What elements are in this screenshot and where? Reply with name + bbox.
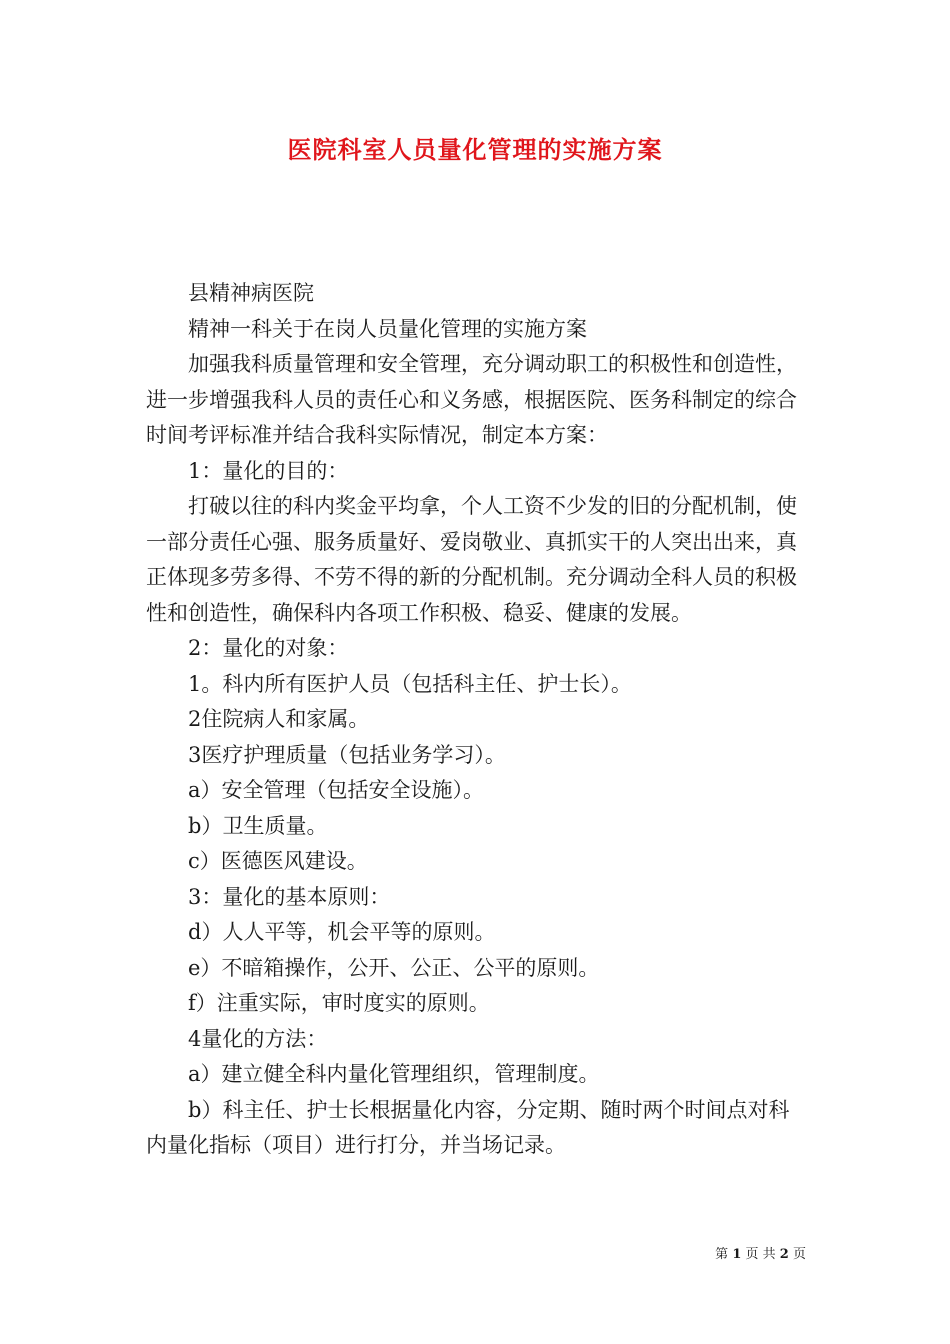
heading-purpose: 1：量化的目的：: [188, 458, 349, 483]
footer-prefix: 第: [715, 1247, 729, 1262]
document-body: [146, 276, 808, 1164]
heading-methods: 4量化的方法：: [188, 1026, 328, 1051]
list-item: f）注重实际，审时度实的原则。: [188, 991, 490, 1015]
paragraph-subtitle: 精神一科关于在岗人员量化管理的实施方案: [188, 316, 587, 341]
list-item: b）科主任、护士长根据量化内容，分定期、随时两个时间点对科内量化指标（项目）进行打分，并当场记录。: [146, 1097, 790, 1157]
paragraph-hospital-name: 县精神病医院: [188, 281, 314, 305]
heading-principles: 3：量化的基本原则：: [188, 884, 391, 909]
list-item: 2住院病人和家属。: [188, 707, 370, 731]
list-item: c）医德医风建设。: [188, 849, 368, 873]
list-item: 3医疗护理质量（包括业务学习）。: [188, 742, 506, 767]
footer-current-page: 1: [732, 1247, 742, 1262]
page-footer: [0, 1246, 806, 1264]
list-item: 1。科内所有医护人员（包括科主任、护士长）。: [188, 671, 632, 696]
footer-middle: 页 共: [745, 1247, 776, 1262]
paragraph-intro: 加强我科质量管理和安全管理，充分调动职工的积极性和创造性，进一步增强我科人员的责任心和义务感，根据医院、医务科制定的综合时间考评标准并结合我科实际情况，制定本方案：: [146, 352, 797, 447]
footer-total-pages: 2: [779, 1247, 789, 1262]
list-item: a）安全管理（包括安全设施）。: [188, 778, 485, 802]
paragraph-purpose: 打破以往的科内奖金平均拿，个人工资不少发的旧的分配机制，使一部分责任心强、服务质量好、爱岗敬业、真抓实干的人突出出来，真正体现多劳多得、不劳不得的新的分配机制。充分调动全科人员的积极性和创造性，确保科内各项工作积极、稳妥、健康的发展。: [146, 494, 797, 625]
list-item: b）卫生质量。: [188, 813, 328, 838]
footer-suffix: 页: [792, 1247, 806, 1262]
list-item: a）建立健全科内量化管理组织，管理制度。: [188, 1062, 600, 1086]
heading-objects: 2：量化的对象：: [188, 636, 349, 660]
list-item: d）人人平等，机会平等的原则。: [188, 920, 496, 944]
document-title: 医院科室人员量化管理的实施方案: [287, 135, 663, 164]
list-item: e）不暗箱操作，公开、公正、公平的原则。: [188, 955, 600, 980]
